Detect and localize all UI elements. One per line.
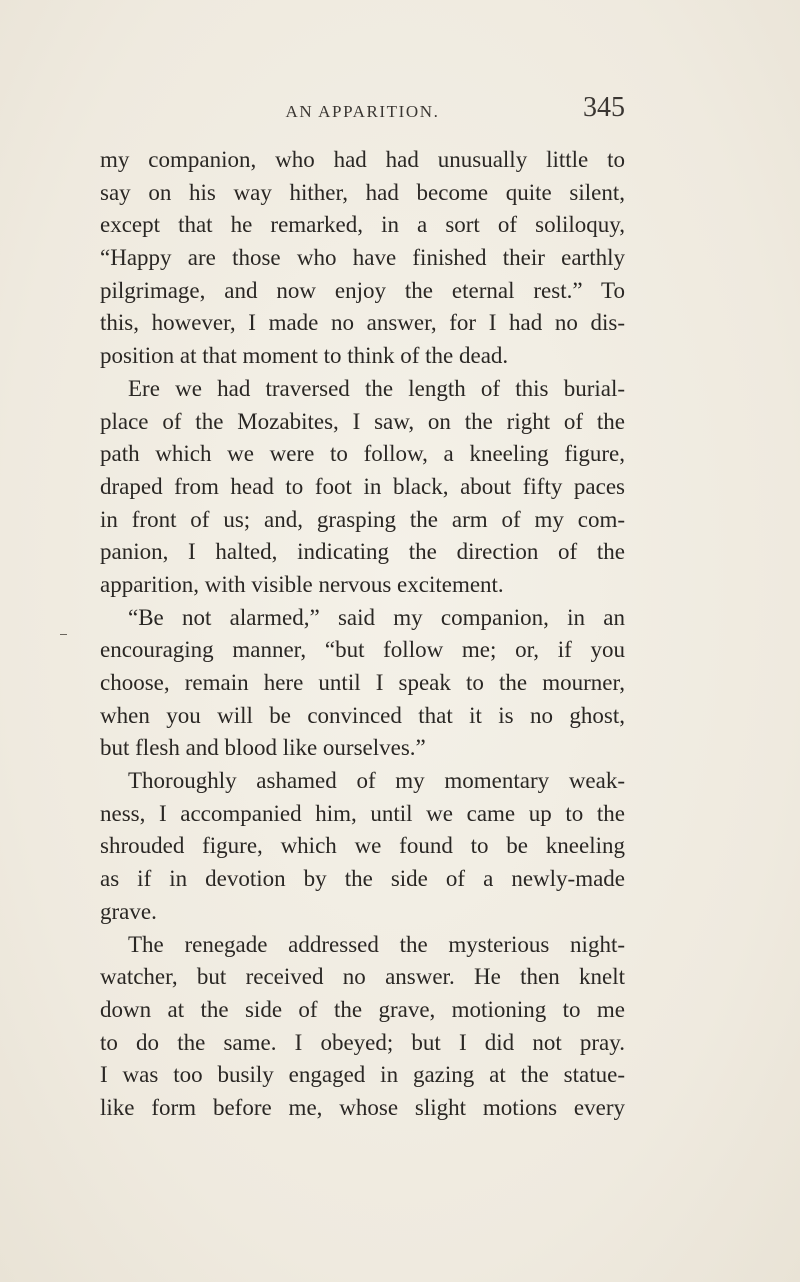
page-number: 345 xyxy=(583,92,625,123)
text-line: path which we were to follow, a kneeling figure, xyxy=(100,441,625,467)
text-line: place of the Mozabites, I saw, on the right of the xyxy=(100,408,625,434)
text-line: as if in devotion by the side of a newly-made xyxy=(100,866,625,892)
text-line: say on his way hither, had become quite silent, xyxy=(100,179,625,205)
text-line: like form before me, whose slight motions every xyxy=(100,1094,625,1120)
text-line: to do the same. I obeyed; but I did not pray. xyxy=(100,1029,625,1055)
text-line: grave. xyxy=(100,898,157,924)
text-line: “Happy are those who have finished their earthly xyxy=(100,245,625,271)
text-line: choose, remain here until I speak to the mourner, xyxy=(100,670,625,695)
text-line: except that he remarked, in a sort of soliloquy, xyxy=(100,212,625,238)
text-line: apparition, with visible nervous excitement. xyxy=(100,571,504,597)
text-line: watcher, but received no answer. He then knelt xyxy=(100,964,625,990)
paragraph-start-line: “Be not alarmed,” said my companion, in an xyxy=(128,604,625,630)
page-header xyxy=(100,92,625,132)
paragraph-start-line: Ere we had traversed the length of this burial- xyxy=(128,375,625,401)
text-line: position at that moment to think of the dead. xyxy=(100,343,509,369)
running-title: AN APPARITION. xyxy=(285,102,440,121)
text-line: I was too busily engaged in gazing at the statue- xyxy=(100,1062,625,1088)
text-line: encouraging manner, “but follow me; or, if you xyxy=(100,637,625,663)
text-line: draped from head to foot in black, about fifty paces xyxy=(100,473,625,499)
text-line: my companion, who had had unusually little to xyxy=(100,147,625,172)
text-line: in front of us; and, grasping the arm of my com- xyxy=(100,506,625,532)
paragraph-start-line: Thoroughly ashamed of my momentary weak- xyxy=(128,768,625,794)
text-line: ness, I accompanied him, until we came up to the xyxy=(100,800,625,826)
text-line: down at the side of the grave, motioning to me xyxy=(100,996,625,1022)
text-line: this, however, I made no answer, for I had no dis- xyxy=(100,310,625,336)
text-line: when you will be convinced that it is no ghost, xyxy=(100,702,625,728)
text-line: panion, I halted, indicating the direction of the xyxy=(100,539,625,565)
text-line: pilgrimage, and now enjoy the eternal rest.” To xyxy=(100,277,625,303)
paragraph-start-line: The renegade addressed the mysterious night- xyxy=(128,931,625,957)
text-line: but flesh and blood like ourselves.” xyxy=(100,735,426,761)
margin-mark xyxy=(60,634,67,635)
text-line: shrouded figure, which we found to be kneeling xyxy=(100,833,625,859)
body-text xyxy=(100,144,625,1125)
